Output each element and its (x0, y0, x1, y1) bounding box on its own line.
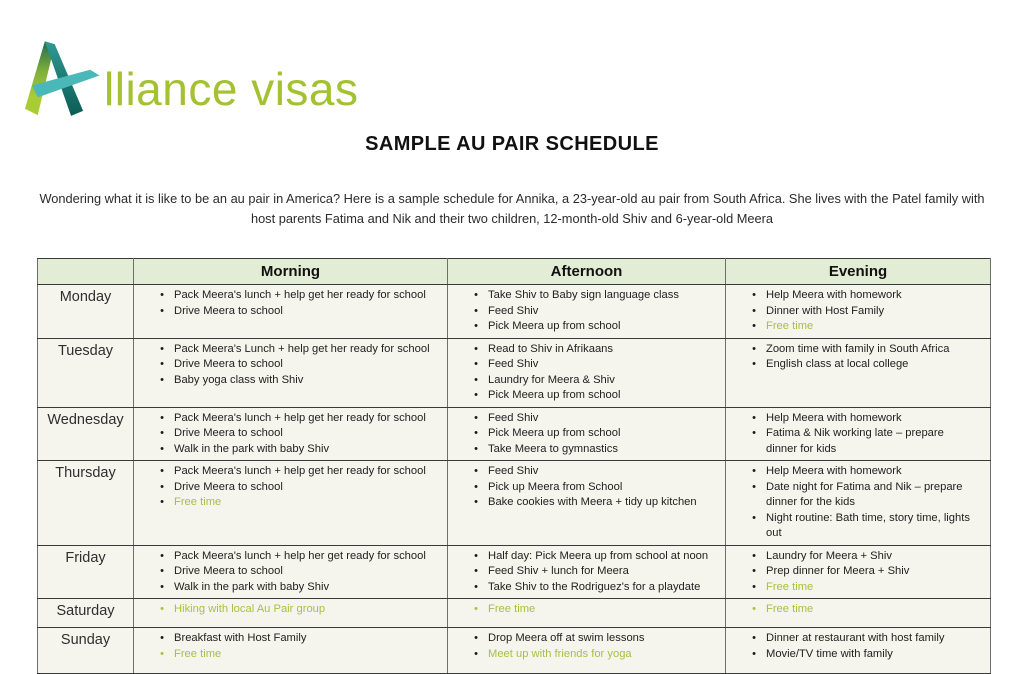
schedule-item-text: Zoom time with family in South Africa (766, 342, 950, 355)
table-row (38, 285, 991, 339)
bullet-icon: • (752, 565, 756, 577)
bullet-icon: • (752, 603, 756, 615)
schedule-item-text: Laundry for Meera & Shiv (488, 373, 615, 386)
bullet-icon: • (474, 496, 478, 508)
afternoon-cell (448, 285, 726, 339)
schedule-item-text: Feed Shiv + lunch for Meera (488, 565, 629, 577)
day-label: Wednesday (38, 407, 134, 461)
bullet-icon: • (474, 304, 478, 317)
schedule-item-text: English class at local college (766, 358, 909, 370)
schedule-item-text: Bake cookies with Meera + tidy up kitchen (488, 496, 697, 508)
evening-cell (726, 407, 991, 461)
schedule-item-text: Breakfast with Host Family (174, 632, 307, 644)
day-label: Friday (38, 545, 134, 599)
bullet-icon: • (160, 289, 164, 301)
table-row (38, 628, 991, 674)
evening-cell (726, 461, 991, 546)
bullet-icon: • (160, 496, 164, 508)
bullet-icon: • (160, 565, 164, 577)
schedule-item (742, 511, 978, 542)
bullet-icon: • (160, 549, 164, 562)
schedule-item-text: Pick Meera up from school (488, 427, 621, 439)
schedule-item-text: Pick Meera up from school (488, 320, 621, 332)
bullet-icon: • (474, 580, 478, 593)
morning-cell (134, 461, 448, 546)
morning-cell (134, 407, 448, 461)
bullet-icon: • (474, 603, 478, 615)
bullet-icon: • (474, 480, 478, 493)
schedule-item-text: Help Meera with homework (766, 411, 902, 424)
header-evening: Evening (726, 259, 991, 285)
schedule-item-text: Pack Meera's Lunch + help get her ready for school (174, 342, 430, 355)
schedule-item (150, 288, 435, 304)
schedule-item (742, 602, 978, 618)
schedule-item (464, 495, 713, 511)
schedule-item (742, 564, 978, 580)
schedule-item-text: Free time (766, 580, 814, 593)
evening-cell (726, 338, 991, 407)
evening-cell (726, 628, 991, 674)
bullet-icon: • (160, 647, 164, 660)
bullet-icon: • (474, 427, 478, 439)
bullet-icon: • (752, 549, 756, 562)
bullet-icon: • (474, 342, 478, 355)
bullet-icon: • (474, 549, 478, 562)
bullet-icon: • (752, 427, 756, 439)
afternoon-cell (448, 628, 726, 674)
day-label: Monday (38, 285, 134, 339)
schedule-item (150, 426, 435, 442)
schedule-item (742, 580, 978, 596)
intro-paragraph: Wondering what it is like to be an au pair in America? Here is a sample schedule for Annika, a 23-year-old au pair from South Africa. She lives with the Patel family with host parents Fatima and Nik and their two children, 12-month-old Shiv and 6-year-old Meera (39, 191, 985, 227)
schedule-item-text: Drive Meera to school (174, 358, 283, 370)
schedule-item-text: Drive Meera to school (174, 304, 283, 317)
schedule-item (150, 342, 435, 358)
schedule-item (464, 464, 713, 480)
header-morning: Morning (134, 259, 448, 285)
schedule-item (464, 564, 713, 580)
bullet-icon: • (752, 358, 756, 370)
evening-cell (726, 285, 991, 339)
bullet-icon: • (160, 373, 164, 386)
schedule-item (464, 631, 713, 647)
schedule-item-text: Feed Shiv (488, 465, 539, 477)
bullet-icon: • (160, 480, 164, 493)
schedule-item-text: Free time (766, 603, 814, 615)
bullet-icon: • (474, 647, 478, 660)
schedule-item (150, 564, 435, 580)
bullet-icon: • (474, 442, 478, 455)
morning-cell (134, 545, 448, 599)
schedule-item-text: Half day: Pick Meera up from school at noon (488, 549, 709, 562)
bullet-icon: • (160, 465, 164, 477)
schedule-item (742, 426, 978, 457)
day-label: Tuesday (38, 338, 134, 407)
page-title: SAMPLE AU PAIR SCHEDULE (365, 133, 659, 155)
schedule-item (742, 304, 978, 320)
schedule-item (464, 580, 713, 596)
schedule-item (150, 442, 435, 458)
schedule-item (150, 411, 435, 427)
bullet-icon: • (474, 389, 478, 401)
schedule-item-text: Feed Shiv (488, 411, 539, 424)
header-afternoon: Afternoon (448, 259, 726, 285)
bullet-icon: • (160, 358, 164, 370)
schedule-item-text: Baby yoga class with Shiv (174, 373, 304, 386)
schedule-item-text: Drive Meera to school (174, 480, 283, 493)
bullet-icon: • (160, 632, 164, 644)
table-row (38, 338, 991, 407)
schedule-item-text: Dinner with Host Family (766, 304, 885, 317)
schedule-item-text: Hiking with local Au Pair group (174, 603, 326, 615)
schedule-item-text: Movie/TV time with family (766, 647, 893, 660)
bullet-icon: • (752, 511, 756, 524)
schedule-item-text: Walk in the park with baby Shiv (174, 442, 330, 455)
morning-cell (134, 338, 448, 407)
bullet-icon: • (752, 632, 756, 644)
schedule-item-text: Pack Meera's lunch + help get her ready for school (174, 289, 426, 301)
schedule-item-text: Pick Meera up from school (488, 389, 621, 401)
schedule-item (464, 373, 713, 389)
schedule-item (742, 411, 978, 427)
schedule-item (150, 373, 435, 389)
alliance-ribbon-a-icon (16, 40, 102, 118)
table-row (38, 461, 991, 546)
schedule-item-text: Meet up with friends for yoga (488, 647, 632, 660)
bullet-icon: • (752, 320, 756, 332)
bullet-icon: • (474, 320, 478, 332)
schedule-item-text: Laundry for Meera + Shiv (766, 549, 892, 562)
bullet-icon: • (752, 480, 756, 493)
schedule-item-text: Help Meera with homework (766, 289, 902, 301)
morning-cell (134, 628, 448, 674)
bullet-icon: • (474, 358, 478, 370)
schedule-item (464, 411, 713, 427)
afternoon-cell (448, 461, 726, 546)
bullet-icon: • (474, 373, 478, 386)
schedule-item-text: Free time (488, 603, 536, 615)
schedule-item (742, 480, 978, 511)
bullet-icon: • (752, 580, 756, 593)
afternoon-cell (448, 545, 726, 599)
schedule-item-text: Help Meera with homework (766, 465, 902, 477)
schedule-item (742, 319, 978, 335)
table-row (38, 599, 991, 628)
schedule-item (150, 464, 435, 480)
schedule-item-text: Take Shiv to the Rodriguez's for a playdate (488, 580, 701, 593)
schedule-item (464, 388, 713, 404)
schedule-item (464, 319, 713, 335)
schedule-item-text: Feed Shiv (488, 358, 539, 370)
evening-cell (726, 599, 991, 628)
schedule-item (742, 288, 978, 304)
schedule-item (464, 288, 713, 304)
schedule-item (742, 342, 978, 358)
schedule-item-text: Feed Shiv (488, 304, 539, 317)
schedule-item (464, 480, 713, 496)
schedule-table-header (38, 259, 991, 285)
schedule-item-text: Pick up Meera from School (488, 480, 623, 493)
table-row (38, 545, 991, 599)
schedule-item (150, 602, 435, 618)
schedule-item-text: Free time (766, 320, 814, 332)
schedule-item (150, 549, 435, 565)
schedule-table-body (38, 285, 991, 674)
schedule-item (150, 357, 435, 373)
afternoon-cell (448, 599, 726, 628)
schedule-item (464, 426, 713, 442)
bullet-icon: • (160, 342, 164, 355)
logo-wordmark: lliance visas (104, 63, 359, 115)
day-label: Thursday (38, 461, 134, 546)
schedule-item (464, 647, 713, 663)
schedule-item (464, 342, 713, 358)
schedule-item (464, 602, 713, 618)
schedule-item (742, 357, 978, 373)
schedule-item-text: Take Meera to gymnastics (488, 442, 618, 455)
schedule-item (742, 647, 978, 663)
bullet-icon: • (474, 565, 478, 577)
schedule-item-text: Fatima & Nik working late – prepare dinner for kids (766, 427, 944, 455)
schedule-item (150, 647, 435, 663)
schedule-item-text: Pack Meera's lunch + help get her ready for school (174, 411, 426, 424)
afternoon-cell (448, 407, 726, 461)
schedule-table-container (37, 258, 990, 674)
morning-cell (134, 285, 448, 339)
schedule-item (464, 357, 713, 373)
bullet-icon: • (160, 580, 164, 593)
schedule-item-text: Pack Meera's lunch + help her get ready for school (174, 549, 426, 562)
bullet-icon: • (160, 427, 164, 439)
bullet-icon: • (752, 304, 756, 317)
bullet-icon: • (474, 465, 478, 477)
bullet-icon: • (160, 304, 164, 317)
schedule-item-text: Read to Shiv in Afrikaans (488, 342, 613, 355)
schedule-item-text: Dinner at restaurant with host family (766, 632, 945, 644)
morning-cell (134, 599, 448, 628)
schedule-item-text: Free time (174, 496, 222, 508)
schedule-item-text: Take Shiv to Baby sign language class (488, 289, 679, 301)
bullet-icon: • (752, 465, 756, 477)
bullet-icon: • (474, 289, 478, 301)
schedule-item (464, 549, 713, 565)
bullet-icon: • (752, 289, 756, 301)
day-label: Saturday (38, 599, 134, 628)
alliance-visas-logo (16, 40, 359, 118)
schedule-item (150, 631, 435, 647)
bullet-icon: • (752, 411, 756, 424)
schedule-item (150, 580, 435, 596)
schedule-table (37, 258, 991, 674)
schedule-item-text: Drop Meera off at swim lessons (488, 632, 645, 644)
table-row (38, 407, 991, 461)
bullet-icon: • (474, 411, 478, 424)
schedule-item (464, 304, 713, 320)
day-label: Sunday (38, 628, 134, 674)
bullet-icon: • (160, 603, 164, 615)
schedule-item-text: Walk in the park with baby Shiv (174, 580, 330, 593)
bullet-icon: • (752, 342, 756, 355)
schedule-item (742, 464, 978, 480)
schedule-item-text: Prep dinner for Meera + Shiv (766, 565, 910, 577)
bullet-icon: • (474, 632, 478, 644)
header-row (38, 259, 991, 285)
header-day-empty (38, 259, 134, 285)
schedule-item (464, 442, 713, 458)
bullet-icon: • (752, 647, 756, 660)
bullet-icon: • (160, 442, 164, 455)
schedule-item-text: Free time (174, 647, 222, 660)
bullet-icon: • (160, 411, 164, 424)
schedule-item (150, 480, 435, 496)
evening-cell (726, 545, 991, 599)
schedule-item-text: Drive Meera to school (174, 427, 283, 439)
schedule-item (742, 631, 978, 647)
afternoon-cell (448, 338, 726, 407)
schedule-item (150, 495, 435, 511)
schedule-item-text: Date night for Fatima and Nik – prepare dinner for the kids (766, 480, 963, 508)
schedule-item-text: Pack Meera's lunch + help get her ready for school (174, 465, 426, 477)
schedule-item-text: Night routine: Bath time, story time, lights out (766, 511, 970, 539)
schedule-item (150, 304, 435, 320)
schedule-item-text: Drive Meera to school (174, 565, 283, 577)
schedule-item (742, 549, 978, 565)
